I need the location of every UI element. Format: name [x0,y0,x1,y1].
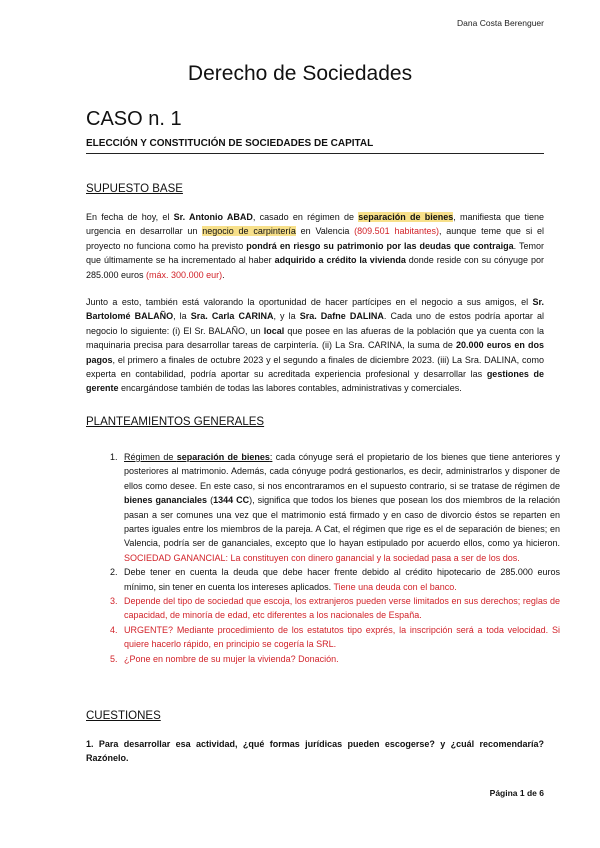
list-item: 3. Depende del tipo de sociedad que escoja, los extranjeros pueden verse limitados en sus derechos; reglas de capacidad, de minoría de edad, etc diferentes a los nacionales de España. [120,594,560,623]
header-author: Dana Costa Berenguer [457,18,544,28]
list-item: 2. Debe tener en cuenta la deuda que debe hacer frente debido al crédito hipotecario de 285.000 euros mínimo, sin tener en cuenta los intereses aplicados. Tiene una deuda con el banco. [120,565,560,594]
list-item: 5. ¿Pone en nombre de su mujer la vivienda? Donación. [120,652,560,666]
page-title: Derecho de Sociedades [187,62,413,85]
section-heading-cuestiones: CUESTIONES [86,710,161,722]
planteamientos-list [104,450,560,666]
section-heading-planteamientos: PLANTEAMIENTOS GENERALES [86,416,265,428]
question-1: 1. Para desarrollar esa actividad, ¿qué formas jurídicas pueden escogerse? y ¿cuál recomendaría? Razónelo. [86,739,544,764]
paragraph-supuesto-2: Junto a esto, también está valorando la oportunidad de hacer partícipes en el negocio a sus amigos, el Sr. Bartolomé BALAÑO, la Sra. Carla CARINA, y la Sra. Dafne DALINA. Cada uno de estos podría aportar al negocio lo siguiente: (i) El Sr. BALAÑO, un local que posee en las afueras de la población que ya cuenta con la maquinaria precisa para desarrollar tareas de carpintería. (ii) La Sra. CARINA, la suma de 20.000 euros en dos pagos, el primero a finales de octubre 2023 y el segundo a finales de diciembre 2023. (iii) La Sra. DALINA, como experta en contabilidad, podría aportar su acreditada experiencia profesional y desarrollar las gestiones de gerente encargándose también de todas las labores contables, administrativas y comerciales. [86,297,545,394]
section-heading-supuesto: SUPUESTO BASE [86,183,183,195]
list-item: 4. URGENTE? Mediante procedimiento de los estatutos tipo exprés, la inscripción será a toda velocidad. Si quiere hacerlo rápido, en principio se cogería la SRL. [120,623,560,652]
case-heading: CASO n. 1 [86,108,182,130]
list-item: 1. Régimen de separación de bienes: cada cónyuge será el propietario de los bienes que tiene anteriores y posteriores al matrimonio. Además, cada cónyuge podrá gestionarlos, es decir, administrarlos y disponer de ellos como desee. En este caso, si nos encontraramos en el supuesto contrario, si se tratase de régimen de bienes gananciales (1344 CC), significa que todos los bienes que posean los dos miembros de la relación pasan a ser comunes una vez que el matrimonio está firmado y en caso de divorcio éstos se reparten en partes iguales entre los miembros de la pareja. A Cat, el régimen que rige es el de separación de bienes; en Valencia, podría ser de gananciales, excepto que lo hayan estipulado por acuerdo ellos, como ya hicieron. SOCIEDAD GANANCIAL: La constituyen con dinero ganancial y la sociedad pasa a ser de los dos. [120,450,560,565]
case-subtitle: ELECCIÓN Y CONSTITUCIÓN DE SOCIEDADES DE CAPITAL [86,138,544,154]
paragraph-supuesto-1: En fecha de hoy, el Sr. Antonio ABAD, casado en régimen de separación de bienes, manifiesta que tiene urgencia en desarrollar un negocio de carpintería en Valencia (809.501 habitantes), aunque teme que si el proyecto no funciona como ha previsto pondrá en riesgo su patrimonio por las deudas que contraiga. Temor que últimamente se ha incrementado al haber adquirido a crédito la vivienda donde reside con su cónyuge por 285.000 euros (máx. 300.000 eur). [86,212,545,280]
page-number: Página 1 de 6 [489,788,544,798]
